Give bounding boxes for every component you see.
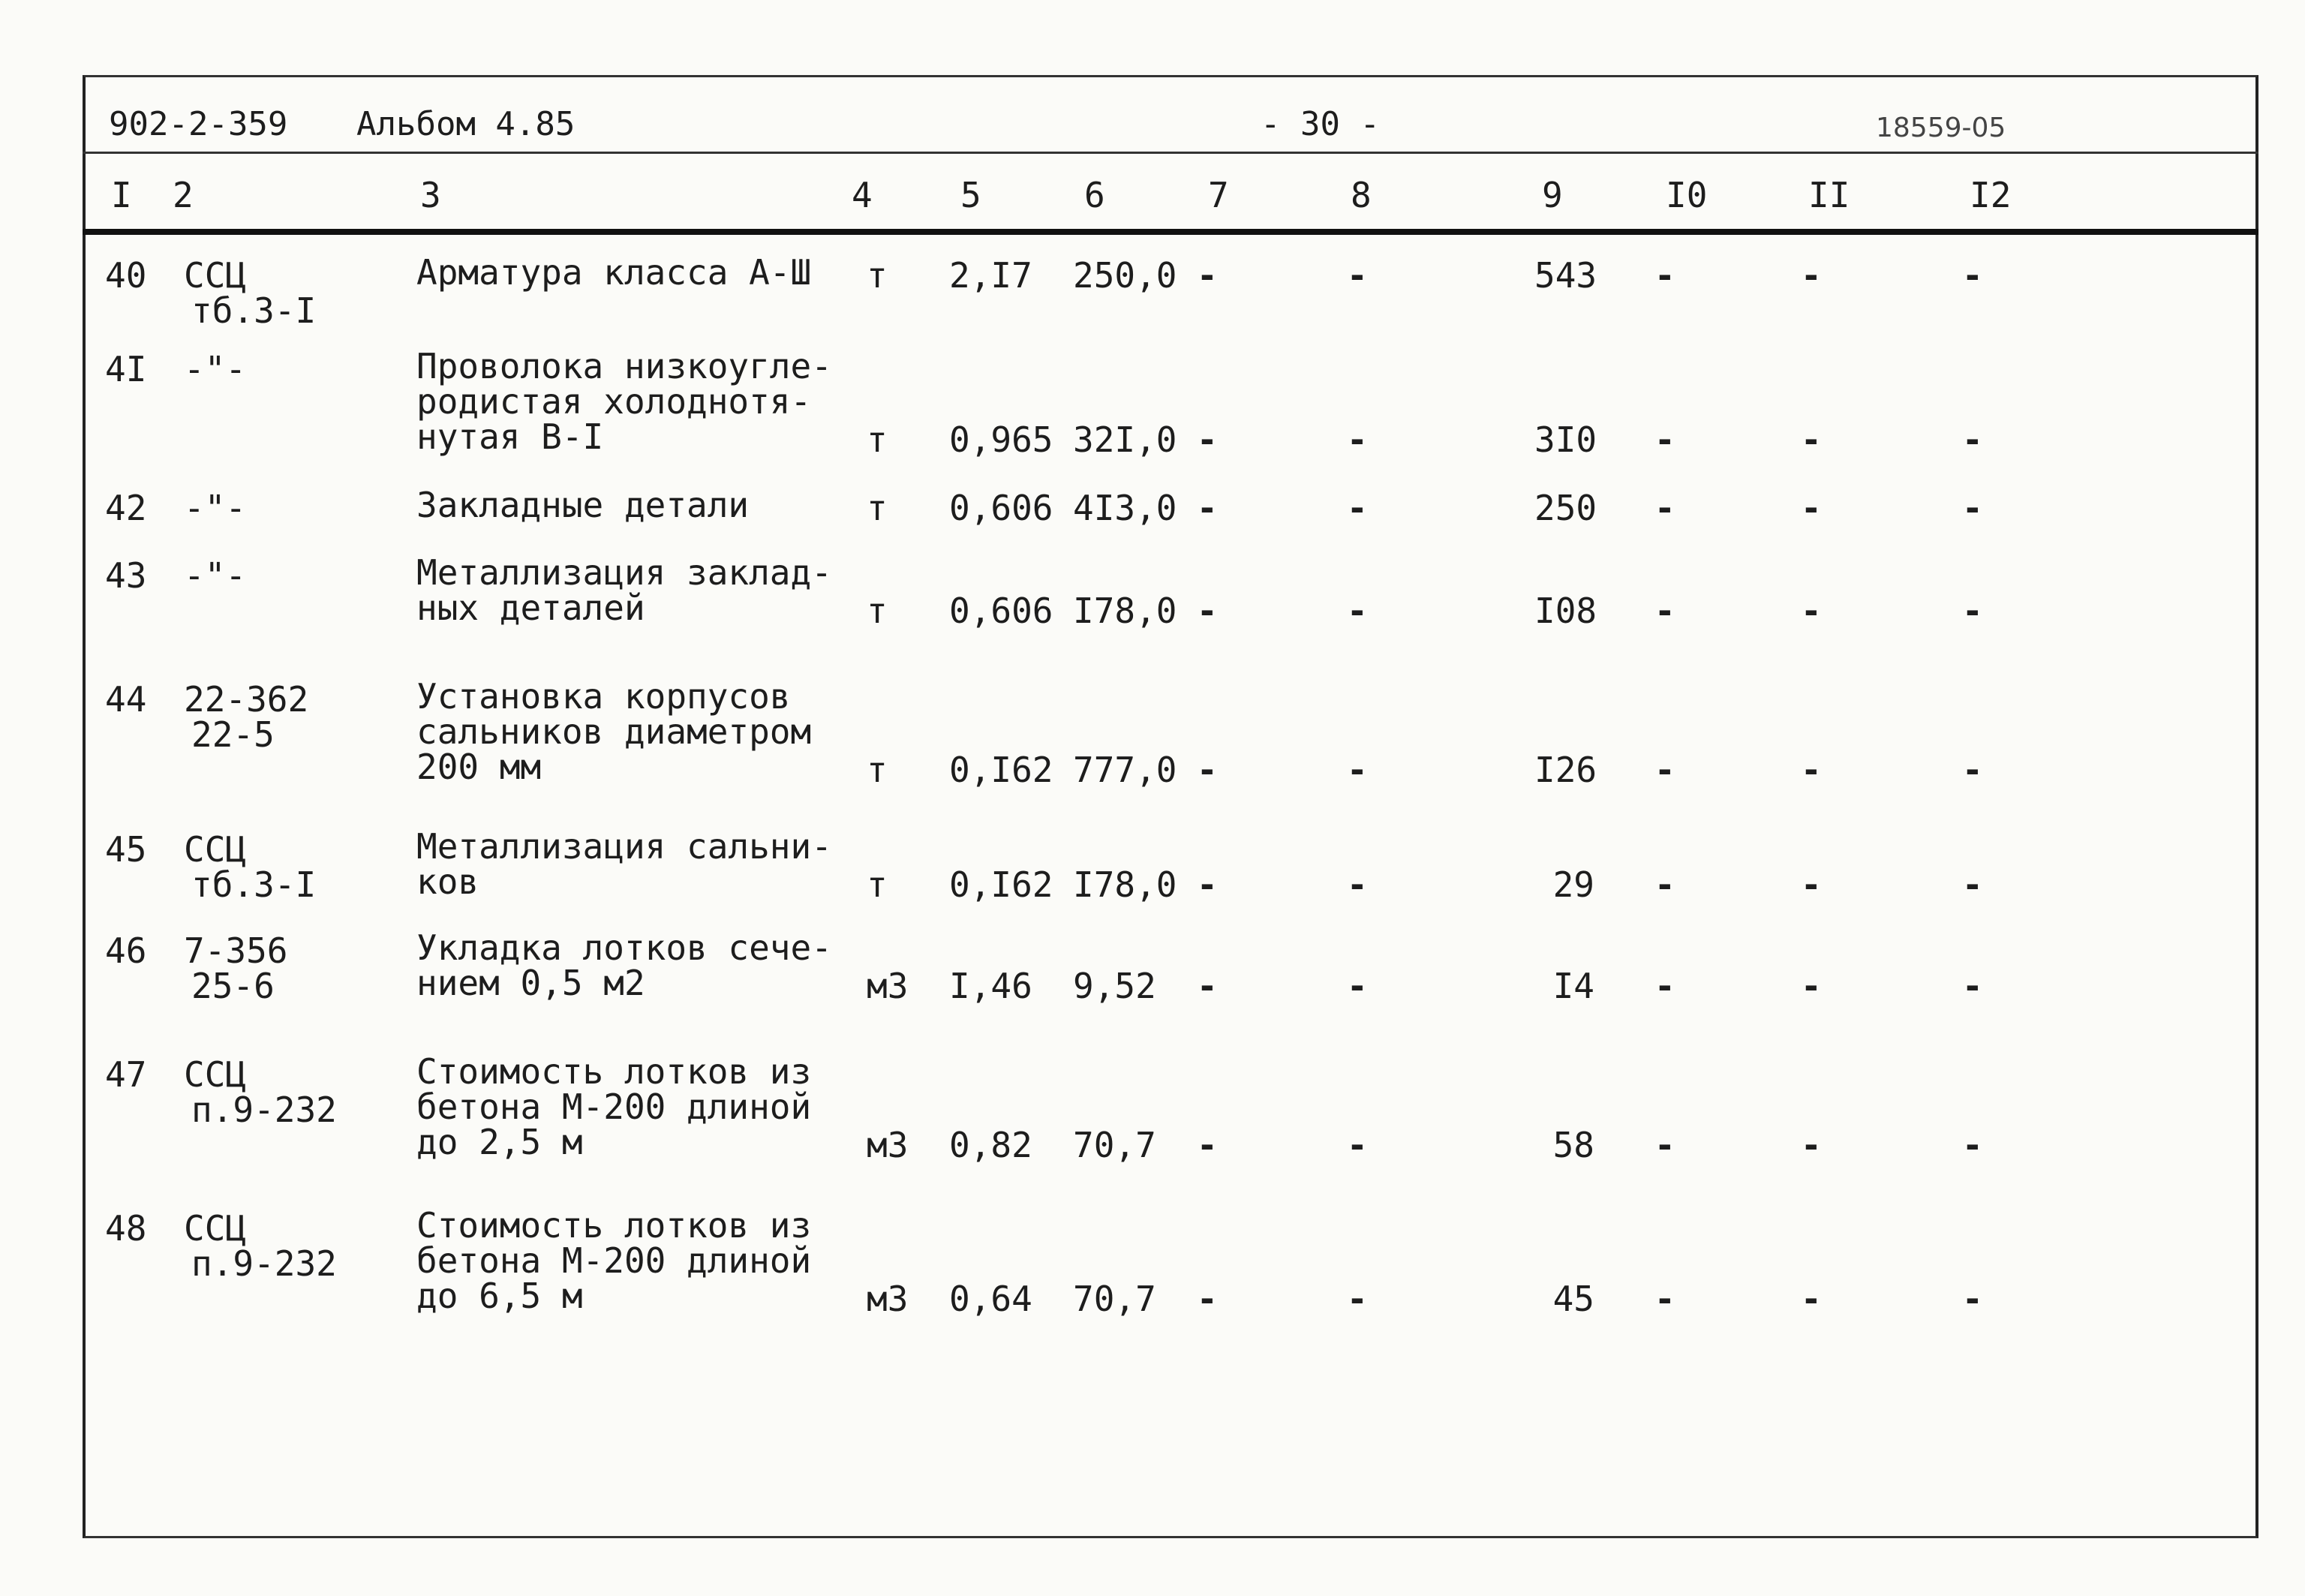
row-quantity: I,46 xyxy=(949,966,1032,1006)
row-col7-dash: - xyxy=(1197,1125,1218,1165)
row-number: 4I xyxy=(105,349,147,389)
column-number: I xyxy=(111,175,132,215)
row-col7-dash: - xyxy=(1197,864,1218,905)
page-number: - 30 - xyxy=(1261,105,1380,143)
row-col11-dash: - xyxy=(1801,750,1822,790)
row-description: Закладные детали xyxy=(416,485,750,525)
album-label: Альбом 4.85 xyxy=(356,105,575,143)
row-col8-dash: - xyxy=(1347,1279,1368,1319)
row-col12-dash: - xyxy=(1962,966,1983,1006)
row-col12-dash: - xyxy=(1962,1279,1983,1319)
column-number: 3 xyxy=(420,175,441,215)
row-total: I08 xyxy=(1534,591,1597,631)
archive-stamp: 18559-05 xyxy=(1876,113,2006,143)
row-description: Стоимость лотков из xyxy=(416,1051,812,1092)
row-number: 42 xyxy=(105,488,147,528)
row-col7-dash: - xyxy=(1197,966,1218,1006)
row-number: 40 xyxy=(105,255,147,296)
column-number: 9 xyxy=(1542,175,1563,215)
row-reference: ССЦ xyxy=(184,1208,247,1249)
row-reference: ССЦ xyxy=(184,1054,247,1095)
row-unit: м3 xyxy=(867,966,909,1006)
row-description: Металлизация сальни- xyxy=(416,826,832,867)
row-quantity: 0,64 xyxy=(949,1279,1032,1319)
row-col10-dash: - xyxy=(1654,864,1675,905)
row-reference: -"- xyxy=(184,555,247,596)
row-col8-dash: - xyxy=(1347,488,1368,528)
document-code: 902-2-359 xyxy=(109,105,288,143)
row-col11-dash: - xyxy=(1801,591,1822,631)
row-reference: 22-362 xyxy=(184,679,309,720)
column-number: 6 xyxy=(1084,175,1105,215)
row-unit: м3 xyxy=(867,1125,909,1165)
row-description: 200 мм xyxy=(416,747,542,787)
row-col11-dash: - xyxy=(1801,864,1822,905)
column-number: 5 xyxy=(960,175,981,215)
row-quantity: 0,I62 xyxy=(949,750,1053,790)
row-unit: т xyxy=(867,419,888,460)
row-col10-dash: - xyxy=(1654,1125,1675,1165)
row-total: 58 xyxy=(1552,1125,1594,1165)
row-description: бетона М-200 длиной xyxy=(416,1240,812,1281)
row-description: ных деталей xyxy=(416,588,645,628)
row-col8-dash: - xyxy=(1347,419,1368,460)
column-number: I0 xyxy=(1666,175,1708,215)
row-col8-dash: - xyxy=(1347,864,1368,905)
row-col8-dash: - xyxy=(1347,255,1368,296)
row-col8-dash: - xyxy=(1347,966,1368,1006)
row-reference: п.9-232 xyxy=(191,1243,337,1284)
row-col12-dash: - xyxy=(1962,419,1983,460)
column-number: I2 xyxy=(1970,175,2012,215)
row-number: 46 xyxy=(105,930,147,971)
row-col7-dash: - xyxy=(1197,419,1218,460)
row-col12-dash: - xyxy=(1962,591,1983,631)
row-description: до 2,5 м xyxy=(416,1122,583,1162)
row-col8-dash: - xyxy=(1347,750,1368,790)
row-unit: т xyxy=(867,488,888,528)
row-col8-dash: - xyxy=(1347,591,1368,631)
row-reference: 7-356 xyxy=(184,930,288,971)
row-col7-dash: - xyxy=(1197,750,1218,790)
row-unit-price: 32I,0 xyxy=(1073,419,1177,460)
row-number: 47 xyxy=(105,1054,147,1095)
row-unit-price: 250,0 xyxy=(1073,255,1177,296)
row-col10-dash: - xyxy=(1654,966,1675,1006)
row-col7-dash: - xyxy=(1197,488,1218,528)
column-number: 8 xyxy=(1351,175,1372,215)
row-reference: ССЦ xyxy=(184,829,247,870)
row-reference: тб.3-I xyxy=(191,864,317,905)
row-col11-dash: - xyxy=(1801,966,1822,1006)
row-reference: -"- xyxy=(184,488,247,528)
row-total: 250 xyxy=(1534,488,1597,528)
row-description: Установка корпусов xyxy=(416,676,791,717)
row-unit: т xyxy=(867,255,888,296)
row-col10-dash: - xyxy=(1654,488,1675,528)
row-description: нием 0,5 м2 xyxy=(416,963,645,1003)
column-number: 4 xyxy=(852,175,873,215)
row-unit-price: I78,0 xyxy=(1073,591,1177,631)
column-number: 2 xyxy=(173,175,194,215)
row-col11-dash: - xyxy=(1801,255,1822,296)
row-description: Проволока низкоугле- xyxy=(416,346,832,386)
row-quantity: 0,I62 xyxy=(949,864,1053,905)
row-number: 45 xyxy=(105,829,147,870)
row-total: 29 xyxy=(1552,864,1594,905)
row-unit-price: 70,7 xyxy=(1073,1125,1156,1165)
row-reference: 22-5 xyxy=(191,714,275,755)
row-reference: ССЦ xyxy=(184,255,247,296)
row-col12-dash: - xyxy=(1962,1125,1983,1165)
row-total: 45 xyxy=(1552,1279,1594,1319)
column-number: 7 xyxy=(1208,175,1229,215)
column-number: II xyxy=(1808,175,1850,215)
row-description: нутая В-I xyxy=(416,416,604,457)
row-reference: тб.3-I xyxy=(191,290,317,331)
header-rule xyxy=(83,152,2258,154)
row-col11-dash: - xyxy=(1801,488,1822,528)
row-reference: -"- xyxy=(184,349,247,389)
row-col12-dash: - xyxy=(1962,488,1983,528)
row-col12-dash: - xyxy=(1962,255,1983,296)
row-total: I26 xyxy=(1534,750,1597,790)
row-description: Укладка лотков сече- xyxy=(416,927,832,968)
row-unit-price: I78,0 xyxy=(1073,864,1177,905)
row-description: ков xyxy=(416,861,479,902)
row-total: I4 xyxy=(1552,966,1594,1006)
row-col7-dash: - xyxy=(1197,255,1218,296)
row-col10-dash: - xyxy=(1654,591,1675,631)
row-number: 48 xyxy=(105,1208,147,1249)
row-col12-dash: - xyxy=(1962,864,1983,905)
row-col10-dash: - xyxy=(1654,255,1675,296)
row-col7-dash: - xyxy=(1197,591,1218,631)
row-description: сальников диаметром xyxy=(416,711,812,752)
row-description: бетона М-200 длиной xyxy=(416,1087,812,1127)
row-quantity: 0,965 xyxy=(949,419,1053,460)
row-total: 3I0 xyxy=(1534,419,1597,460)
row-description: Арматура класса А-Ш xyxy=(416,252,812,293)
row-col10-dash: - xyxy=(1654,750,1675,790)
row-unit: т xyxy=(867,591,888,631)
column-number-rule xyxy=(83,229,2258,235)
row-col7-dash: - xyxy=(1197,1279,1218,1319)
row-col8-dash: - xyxy=(1347,1125,1368,1165)
row-quantity: 0,606 xyxy=(949,488,1053,528)
row-description: родистая холоднотя- xyxy=(416,381,812,422)
row-number: 43 xyxy=(105,555,147,596)
row-number: 44 xyxy=(105,679,147,720)
row-unit: т xyxy=(867,864,888,905)
row-col10-dash: - xyxy=(1654,1279,1675,1319)
row-col12-dash: - xyxy=(1962,750,1983,790)
row-description: Металлизация заклад- xyxy=(416,552,832,593)
row-total: 543 xyxy=(1534,255,1597,296)
row-unit: м3 xyxy=(867,1279,909,1319)
row-col11-dash: - xyxy=(1801,1279,1822,1319)
row-reference: 25-6 xyxy=(191,966,275,1006)
row-unit-price: 70,7 xyxy=(1073,1279,1156,1319)
row-col10-dash: - xyxy=(1654,419,1675,460)
row-description: Стоимость лотков из xyxy=(416,1205,812,1246)
row-reference: п.9-232 xyxy=(191,1090,337,1130)
row-unit-price: 9,52 xyxy=(1073,966,1156,1006)
row-unit-price: 777,0 xyxy=(1073,750,1177,790)
row-unit: т xyxy=(867,750,888,790)
row-col11-dash: - xyxy=(1801,1125,1822,1165)
row-quantity: 0,82 xyxy=(949,1125,1032,1165)
row-description: до 6,5 м xyxy=(416,1276,583,1316)
row-quantity: 0,606 xyxy=(949,591,1053,631)
row-quantity: 2,I7 xyxy=(949,255,1032,296)
row-unit-price: 4I3,0 xyxy=(1073,488,1177,528)
row-col11-dash: - xyxy=(1801,419,1822,460)
